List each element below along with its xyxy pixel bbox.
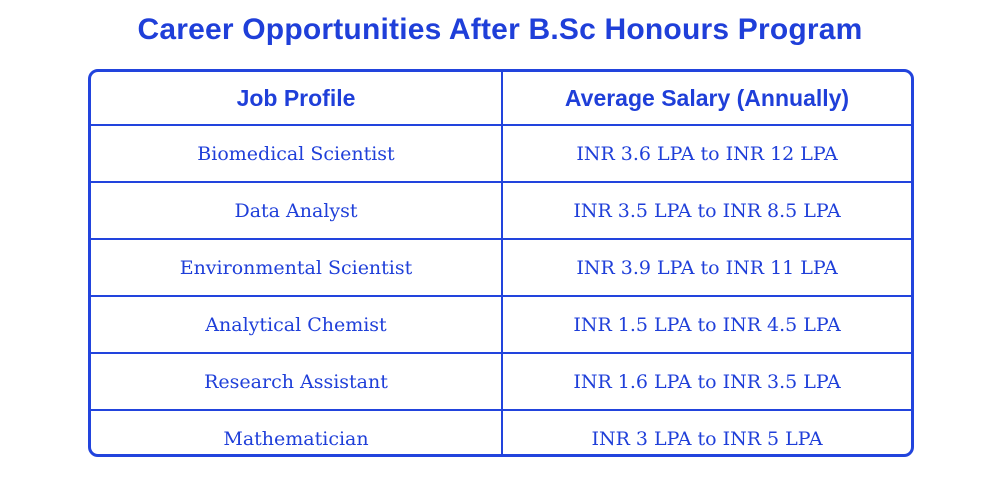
- career-table-container: [88, 69, 914, 457]
- table-header-row: [91, 72, 911, 125]
- job-profile-cell: Research Assistant: [91, 353, 502, 410]
- job-profile-cell: Data Analyst: [91, 182, 502, 239]
- table-row: [91, 182, 911, 239]
- salary-cell: INR 3.5 LPA to INR 8.5 LPA: [502, 182, 911, 239]
- header-average-salary: Average Salary (Annually): [502, 72, 911, 125]
- job-profile-cell: Analytical Chemist: [91, 296, 502, 353]
- table-row: [91, 125, 911, 182]
- job-profile-cell: Mathematician: [91, 410, 502, 457]
- table-row: [91, 353, 911, 410]
- salary-cell: INR 1.5 LPA to INR 4.5 LPA: [502, 296, 911, 353]
- job-profile-cell: Environmental Scientist: [91, 239, 502, 296]
- job-profile-cell: Biomedical Scientist: [91, 125, 502, 182]
- table-row: [91, 410, 911, 457]
- salary-cell: INR 3 LPA to INR 5 LPA: [591, 427, 823, 450]
- career-table: [91, 72, 911, 457]
- header-job-profile: Job Profile: [91, 72, 502, 125]
- table-row: [91, 296, 911, 353]
- salary-cell: INR 3.9 LPA to INR 11 LPA: [502, 239, 911, 296]
- salary-cell: INR 3.6 LPA to INR 12 LPA: [502, 125, 911, 182]
- salary-cell: INR 1.6 LPA to INR 3.5 LPA: [502, 353, 911, 410]
- table-row: [91, 239, 911, 296]
- page-title: Career Opportunities After B.Sc Honours Program: [137, 13, 863, 46]
